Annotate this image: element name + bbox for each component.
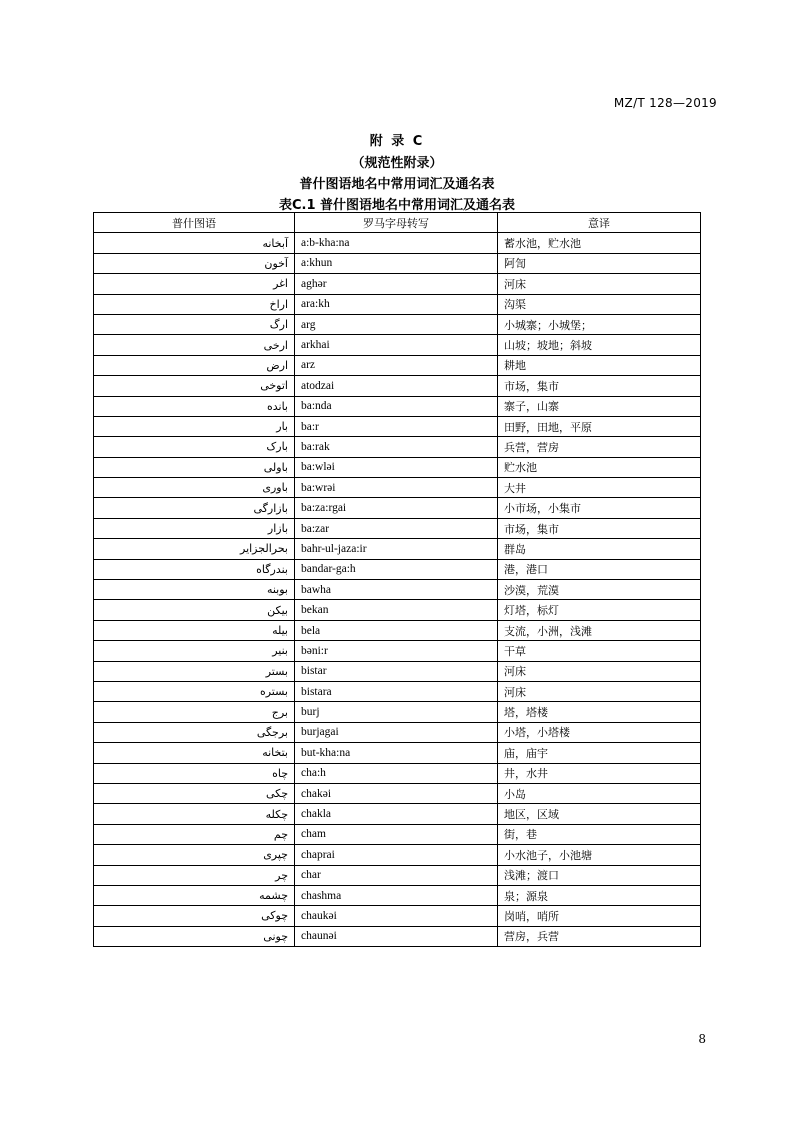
table-row (94, 661, 701, 681)
pashto-cell: بتخانه (94, 743, 295, 763)
pashto-cell: چشمه (94, 885, 295, 905)
table-row (94, 539, 701, 559)
pashto-cell: اتوخی (94, 376, 295, 396)
romanization-cell: arg (295, 314, 498, 334)
meaning-cell: 市场，集市 (498, 376, 701, 396)
table-row (94, 763, 701, 783)
meaning-cell: 田野，田地，平原 (498, 416, 701, 436)
vocabulary-table (93, 212, 701, 947)
pashto-cell: ارض (94, 355, 295, 375)
meaning-cell: 支流，小洲，浅滩 (498, 620, 701, 640)
page-number: 8 (698, 1032, 706, 1046)
pashto-cell: بوبنه (94, 580, 295, 600)
romanization-cell: burj (295, 702, 498, 722)
romanization-cell: bistara (295, 681, 498, 701)
table-row (94, 355, 701, 375)
table-row (94, 783, 701, 803)
pashto-cell: بحرالجزایر (94, 539, 295, 559)
meaning-cell: 岗哨，哨所 (498, 906, 701, 926)
pashto-cell: بازار (94, 518, 295, 538)
pashto-cell: بازارگی (94, 498, 295, 518)
table-row (94, 743, 701, 763)
table-row (94, 722, 701, 742)
meaning-cell: 营房，兵营 (498, 926, 701, 946)
pashto-cell: اغر (94, 274, 295, 294)
meaning-cell: 街，巷 (498, 824, 701, 844)
table-title: 表C.1 普什图语地名中常用词汇及通名表 (278, 198, 516, 213)
romanization-cell: a:b-kha:na (295, 233, 498, 253)
meaning-cell: 大井 (498, 478, 701, 498)
romanization-cell: char (295, 865, 498, 885)
meaning-cell: 塔，塔楼 (498, 702, 701, 722)
table-row (94, 824, 701, 844)
meaning-cell: 耕地 (498, 355, 701, 375)
romanization-cell: bistar (295, 661, 498, 681)
romanization-cell: bahr-ul-jaza:ir (295, 539, 498, 559)
meaning-cell: 河床 (498, 681, 701, 701)
pashto-cell: چپری (94, 845, 295, 865)
romanization-cell: ba:wləi (295, 457, 498, 477)
romanization-cell: chaunəi (295, 926, 498, 946)
pashto-cell: بانده (94, 396, 295, 416)
romanization-cell: bekan (295, 600, 498, 620)
romanization-cell: burjagai (295, 722, 498, 742)
table-row (94, 274, 701, 294)
romanization-cell: ba:r (295, 416, 498, 436)
romanization-cell: cham (295, 824, 498, 844)
meaning-cell: 小水池子，小池塘 (498, 845, 701, 865)
pashto-cell: برجگی (94, 722, 295, 742)
table-row (94, 498, 701, 518)
appendix-label: 附 录 C (369, 134, 425, 149)
table-row (94, 845, 701, 865)
meaning-cell: 泉；源泉 (498, 885, 701, 905)
romanization-cell: ba:za:rgai (295, 498, 498, 518)
meaning-cell: 蓄水池，贮水池 (498, 233, 701, 253)
table-row (94, 580, 701, 600)
romanization-cell: atodzai (295, 376, 498, 396)
table-row (94, 518, 701, 538)
romanization-cell: arkhai (295, 335, 498, 355)
table-row (94, 641, 701, 661)
romanization-cell: a:khun (295, 253, 498, 273)
appendix-type: （规范性附录） (351, 156, 443, 171)
pashto-cell: بیله (94, 620, 295, 640)
table-row (94, 335, 701, 355)
document-code: MZ/T 128—2019 (613, 96, 717, 110)
table-row (94, 885, 701, 905)
meaning-cell: 浅滩；渡口 (498, 865, 701, 885)
romanization-cell: ara:kh (295, 294, 498, 314)
table-row (94, 906, 701, 926)
meaning-cell: 灯塔，标灯 (498, 600, 701, 620)
romanization-cell: bawha (295, 580, 498, 600)
appendix-title: 普什图语地名中常用词汇及通名表 (299, 177, 495, 192)
pashto-cell: بستر (94, 661, 295, 681)
table-row (94, 314, 701, 334)
romanization-cell: chakla (295, 804, 498, 824)
meaning-cell: 沙漠，荒漠 (498, 580, 701, 600)
meaning-cell: 小城寨；小城堡； (498, 314, 701, 334)
romanization-cell: chaukəi (295, 906, 498, 926)
table-header-row (94, 213, 701, 233)
table-row (94, 559, 701, 579)
table-row (94, 416, 701, 436)
romanization-cell: bela (295, 620, 498, 640)
pashto-cell: باولی (94, 457, 295, 477)
meaning-cell: 小市场，小集市 (498, 498, 701, 518)
table-row (94, 294, 701, 314)
pashto-cell: آبخانه (94, 233, 295, 253)
pashto-cell: بار (94, 416, 295, 436)
meaning-cell: 阿訇 (498, 253, 701, 273)
pashto-cell: بیکن (94, 600, 295, 620)
romanization-cell: ba:rak (295, 437, 498, 457)
romanization-cell: chashma (295, 885, 498, 905)
meaning-cell: 地区，区域 (498, 804, 701, 824)
table-row (94, 478, 701, 498)
header-pashto: 普什图语 (94, 213, 295, 233)
table-row (94, 437, 701, 457)
romanization-cell: but-kha:na (295, 743, 498, 763)
table-row (94, 865, 701, 885)
table-row (94, 396, 701, 416)
pashto-cell: چونی (94, 926, 295, 946)
meaning-cell: 市场，集市 (498, 518, 701, 538)
pashto-cell: چر (94, 865, 295, 885)
meaning-cell: 群岛 (498, 539, 701, 559)
romanization-cell: cha:h (295, 763, 498, 783)
pashto-cell: چکله (94, 804, 295, 824)
pashto-cell: چوکی (94, 906, 295, 926)
table-row (94, 233, 701, 253)
pashto-cell: بستره (94, 681, 295, 701)
pashto-cell: بنیر (94, 641, 295, 661)
meaning-cell: 干草 (498, 641, 701, 661)
romanization-cell: aghər (295, 274, 498, 294)
romanization-cell: ba:nda (295, 396, 498, 416)
romanization-cell: chakəi (295, 783, 498, 803)
meaning-cell: 兵营，营房 (498, 437, 701, 457)
pashto-cell: ارگ (94, 314, 295, 334)
pashto-cell: بندرگاه (94, 559, 295, 579)
pashto-cell: چم (94, 824, 295, 844)
table-row (94, 457, 701, 477)
meaning-cell: 河床 (498, 274, 701, 294)
romanization-cell: chaprai (295, 845, 498, 865)
romanization-cell: ba:wrəi (295, 478, 498, 498)
table-row (94, 376, 701, 396)
pashto-cell: ارخی (94, 335, 295, 355)
table-body (94, 233, 701, 947)
table-row (94, 253, 701, 273)
header-romanization: 罗马字母转写 (295, 213, 498, 233)
pashto-cell: آخون (94, 253, 295, 273)
meaning-cell: 小塔，小塔楼 (498, 722, 701, 742)
pashto-cell: اراخ (94, 294, 295, 314)
table-row (94, 702, 701, 722)
meaning-cell: 沟渠 (498, 294, 701, 314)
romanization-cell: bandar-ga:h (295, 559, 498, 579)
meaning-cell: 河床 (498, 661, 701, 681)
meaning-cell: 寨子，山寨 (498, 396, 701, 416)
table-row (94, 681, 701, 701)
meaning-cell: 贮水池 (498, 457, 701, 477)
table-row (94, 620, 701, 640)
pashto-cell: باوری (94, 478, 295, 498)
table-row (94, 926, 701, 946)
pashto-cell: چاه (94, 763, 295, 783)
meaning-cell: 庙，庙宇 (498, 743, 701, 763)
table-row (94, 804, 701, 824)
meaning-cell: 井，水井 (498, 763, 701, 783)
header-meaning: 意译 (498, 213, 701, 233)
pashto-cell: برج (94, 702, 295, 722)
pashto-cell: چکی (94, 783, 295, 803)
meaning-cell: 港，港口 (498, 559, 701, 579)
table-row (94, 600, 701, 620)
romanization-cell: arz (295, 355, 498, 375)
meaning-cell: 小岛 (498, 783, 701, 803)
pashto-cell: بارک (94, 437, 295, 457)
romanization-cell: bəni:r (295, 641, 498, 661)
meaning-cell: 山坡；坡地；斜坡 (498, 335, 701, 355)
romanization-cell: ba:zar (295, 518, 498, 538)
